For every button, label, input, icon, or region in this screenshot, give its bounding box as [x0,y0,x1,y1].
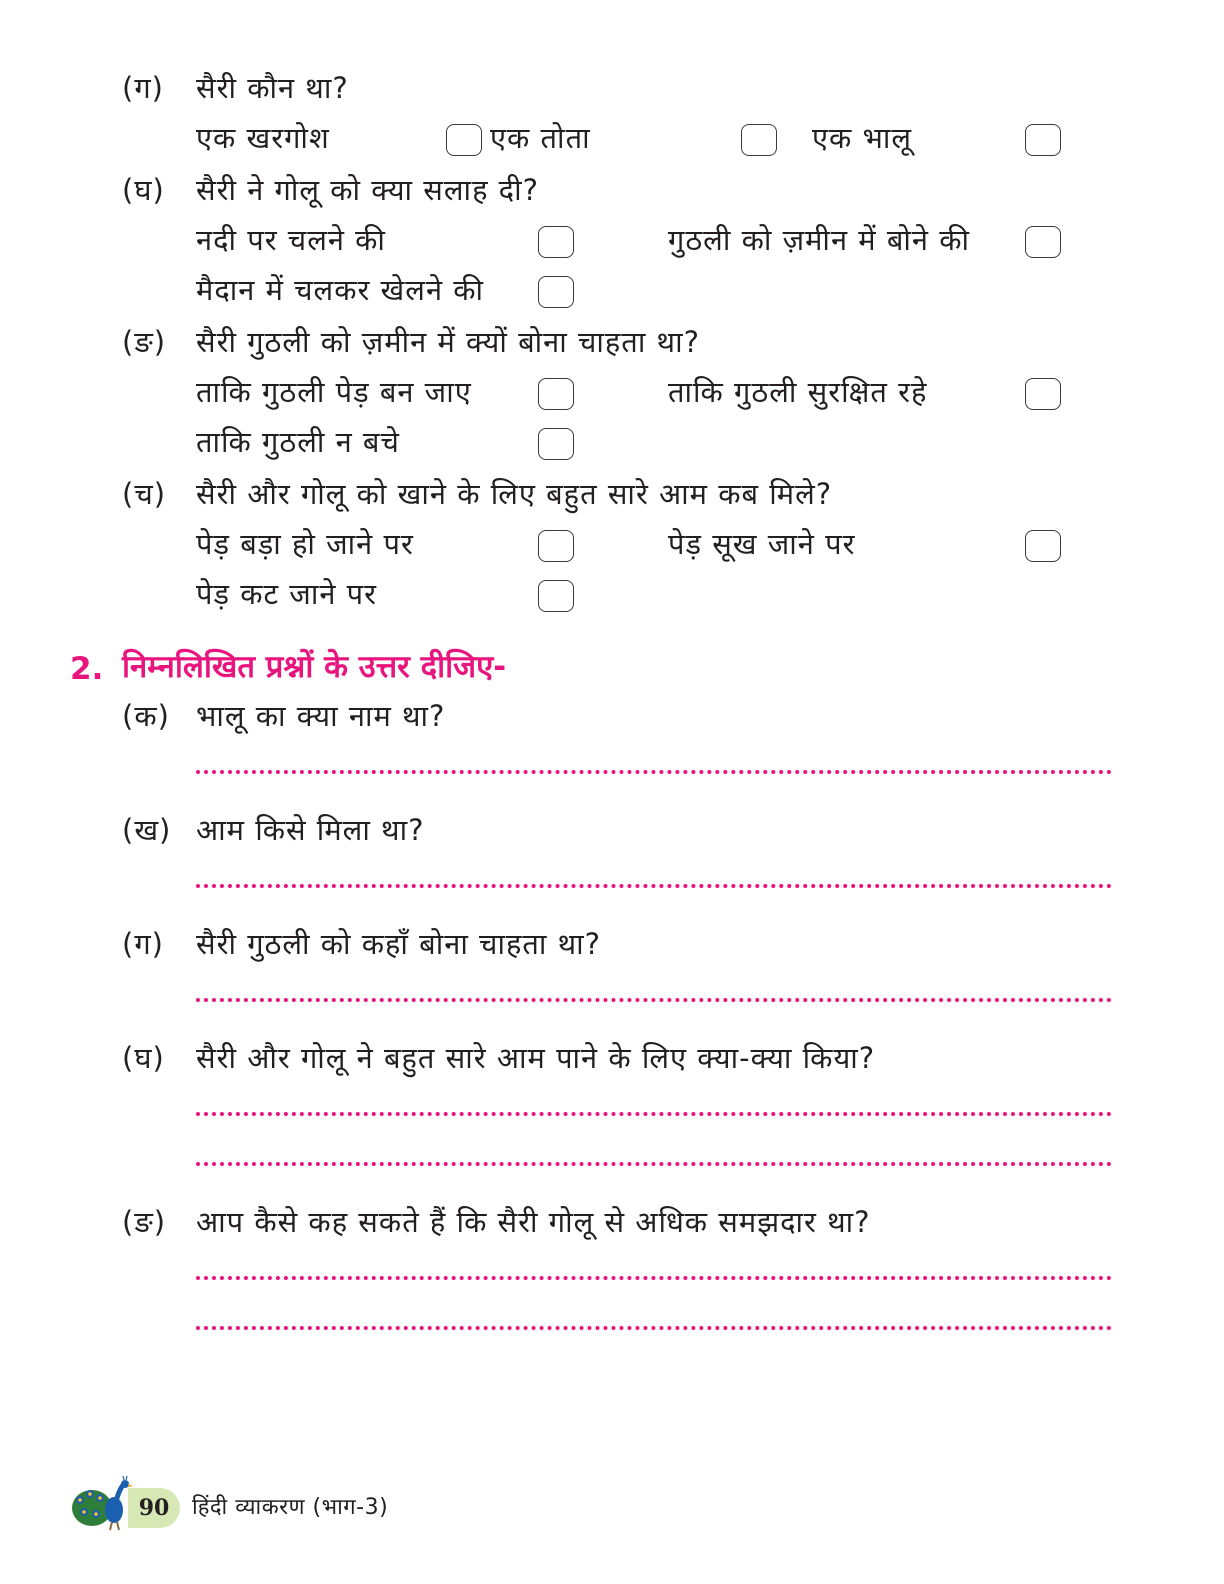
question-text: आम किसे मिला था? [196,813,425,847]
option-label: नदी पर चलने की [196,223,386,257]
question-label: (क) [122,699,170,733]
question-label: (घ) [122,173,165,207]
option-checkbox[interactable] [538,276,574,308]
question-label: (ग) [122,71,164,105]
question-text: सैरी ने गोलू को क्या सलाह दी? [196,173,539,207]
question-label: (ङ) [122,1205,167,1239]
question-text: सैरी और गोलू ने बहुत सारे आम पाने के लिए क्या-क्या किया? [196,1041,876,1075]
question-text: सैरी गुठली को कहाँ बोना चाहता था? [196,927,602,961]
option-label: ताकि गुठली पेड़ बन जाए [196,375,472,409]
question-text: सैरी गुठली को ज़मीन में क्यों बोना चाहता था? [196,325,700,359]
answer-line[interactable] [196,884,1112,888]
option-label: पेड़ कट जाने पर [196,577,377,611]
page-number: 90 [128,1488,180,1528]
book-title: हिंदी व्याकरण (भाग-3) [192,1495,389,1520]
option-checkbox[interactable] [538,428,574,460]
option-label: पेड़ बड़ा हो जाने पर [196,527,414,561]
option-checkbox[interactable] [538,580,574,612]
answer-line[interactable] [196,1162,1112,1166]
question-label: (ख) [122,813,172,847]
option-checkbox[interactable] [1025,378,1061,410]
answer-line[interactable] [196,998,1112,1002]
question-label: (च) [122,477,167,511]
option-checkbox[interactable] [446,124,482,156]
option-checkbox[interactable] [1025,226,1061,258]
option-label: गुठली को ज़मीन में बोने की [668,223,970,257]
option-checkbox[interactable] [741,124,777,156]
question-label: (ग) [122,927,164,961]
answer-line[interactable] [196,1112,1112,1116]
question-text: भालू का क्या नाम था? [196,699,446,733]
section-title: निम्नलिखित प्रश्नों के उत्तर दीजिए- [122,649,507,685]
answer-line[interactable] [196,1326,1112,1330]
option-label: मैदान में चलकर खेलने की [196,273,485,307]
answer-line[interactable] [196,1276,1112,1280]
option-checkbox[interactable] [538,378,574,410]
question-label: (घ) [122,1041,165,1075]
question-text: सैरी कौन था? [196,71,349,105]
option-checkbox[interactable] [538,226,574,258]
question-label: (ङ) [122,325,167,359]
option-label: पेड़ सूख जाने पर [668,527,856,561]
option-label: एक खरगोश [196,121,330,155]
option-checkbox[interactable] [538,530,574,562]
question-text: सैरी और गोलू को खाने के लिए बहुत सारे आम कब मिले? [196,477,833,511]
option-label: ताकि गुठली न बचे [196,425,400,459]
option-checkbox[interactable] [1025,124,1061,156]
option-label: ताकि गुठली सुरक्षित रहे [668,375,928,409]
option-label: एक भालू [812,121,913,155]
answer-line[interactable] [196,770,1112,774]
option-label: एक तोता [490,121,591,155]
option-checkbox[interactable] [1025,530,1061,562]
question-text: आप कैसे कह सकते हैं कि सैरी गोलू से अधिक समझदार था? [196,1205,871,1239]
section-number: 2. [70,651,104,687]
